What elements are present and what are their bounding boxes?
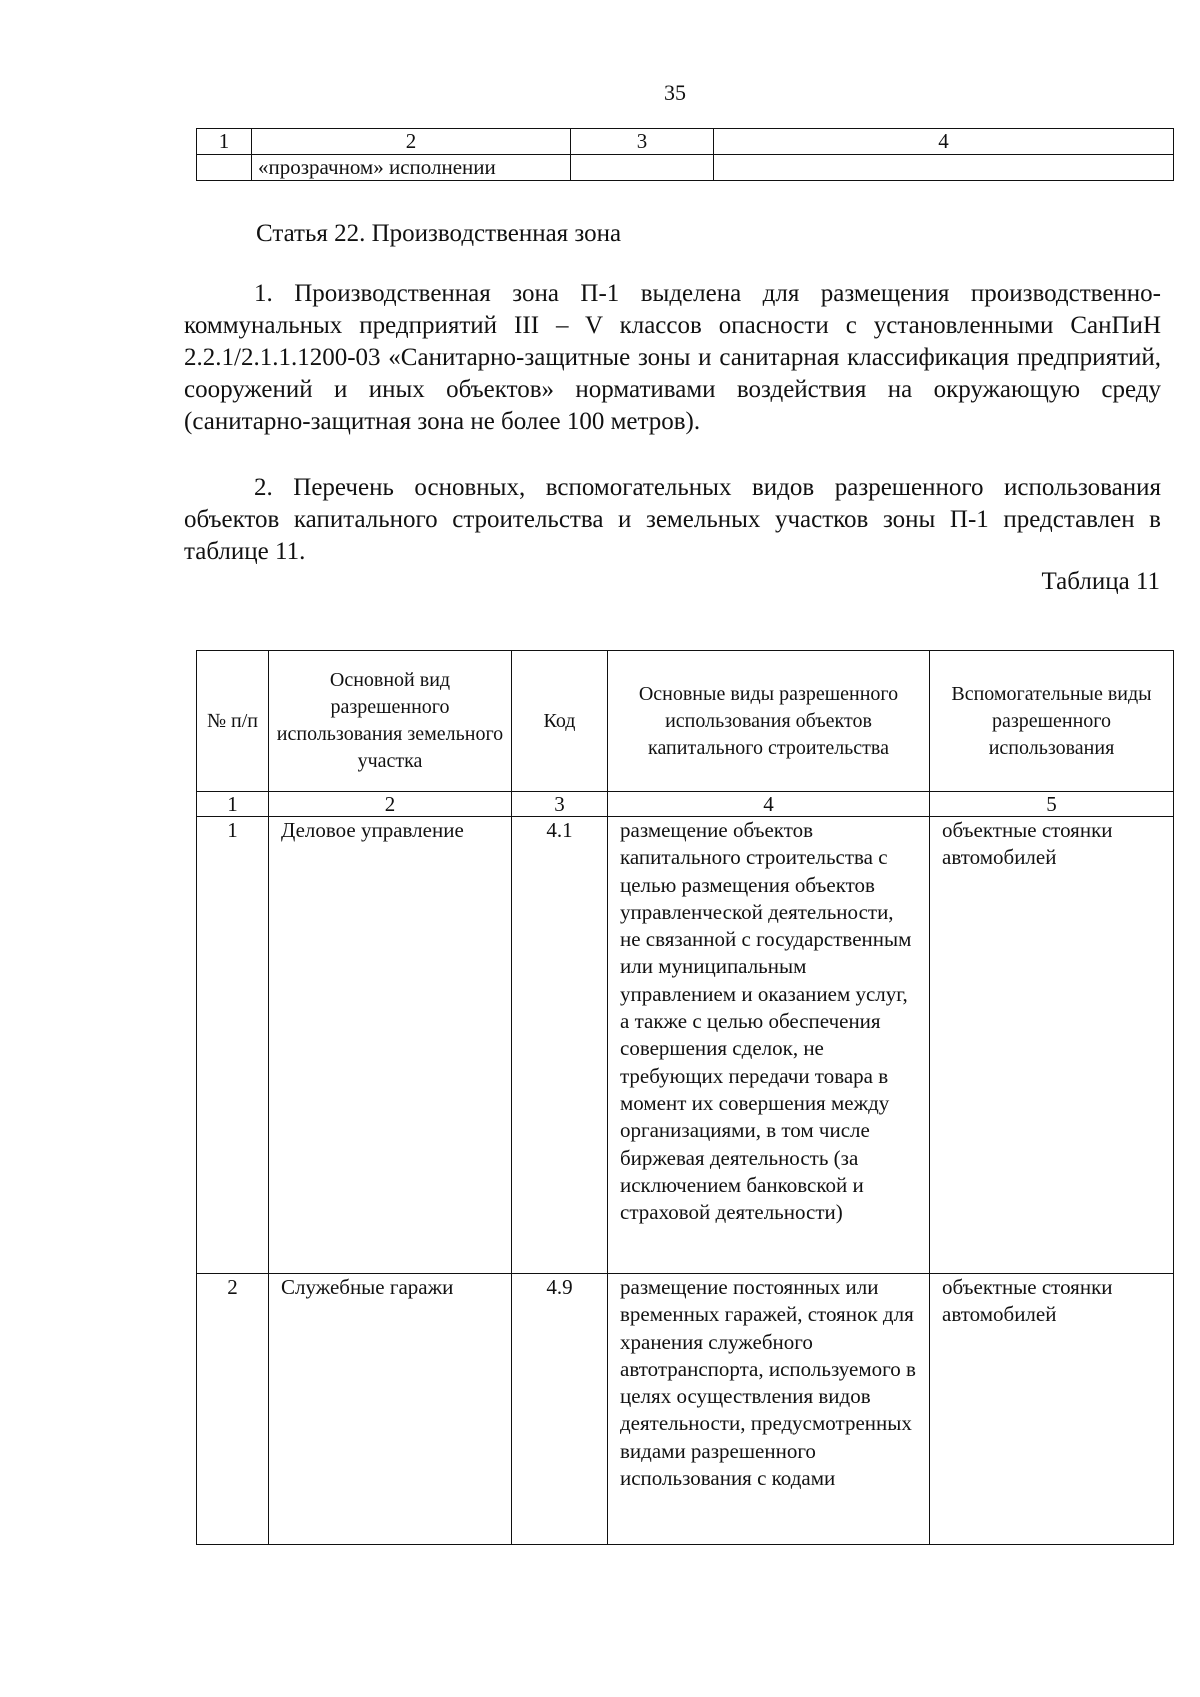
column-number-2: 2: [252, 129, 571, 155]
table-header-row: [197, 129, 1174, 155]
main-use-description: размещение объектов капитального строительства с целью размещения объектов управленческой деятельности, не связанной с государственным или муниципальным управлением и оказанием услуг, а также с целью обеспечения совершения сделок, не требующих передачи товара в момент их совершения между организациями, в том числе биржевая деятельность (за исключением банковской и страховой деятельности): [608, 817, 930, 1274]
row-number: 1: [197, 817, 269, 1274]
paragraph-1: 1. Производственная зона П-1 выделена для размещения производственно-коммунальных предприятий III – V классов опасности с установленными СанПиН 2.2.1/2.1.1.1200-03 «Санитарно-защитные зоны и санитарная классификация предприятий, сооружений и иных объектов» нормативами воздействия на окружающую среду (санитарно-защитная зона не более 100 метров).: [184, 280, 1161, 435]
table-cell: «прозрачном» исполнении: [252, 155, 571, 181]
table-row: [197, 1274, 1174, 1545]
auxiliary-use: объектные стоянки автомобилей: [930, 1274, 1174, 1545]
zoning-table: [196, 650, 1174, 1545]
header-code: Код: [512, 651, 608, 792]
column-number-1: 1: [197, 792, 269, 817]
header-auxiliary-use: Вспомогательные виды разрешенного использования: [930, 651, 1174, 792]
auxiliary-use: объектные стоянки автомобилей: [930, 817, 1174, 1274]
column-number-3: 3: [512, 792, 608, 817]
header-main-building-use: Основные виды разрешенного использования объектов капитального строительства: [608, 651, 930, 792]
continued-table: [196, 128, 1174, 181]
land-use-type: Служебные гаражи: [269, 1274, 512, 1545]
header-main-land-use: Основной вид разрешенного использования земельного участка: [269, 651, 512, 792]
column-number-row: [197, 792, 1174, 817]
column-number-4: 4: [608, 792, 930, 817]
row-number: 2: [197, 1274, 269, 1545]
column-number-2: 2: [269, 792, 512, 817]
table-header-row: [197, 651, 1174, 792]
table-cell: [571, 155, 714, 181]
use-code: 4.1: [512, 817, 608, 1274]
header-number: № п/п: [197, 651, 269, 792]
main-use-description: размещение постоянных или временных гаражей, стоянок для хранения служебного автотранспорта, используемого в целях осуществления видов деятельности, предусмотренных видами разрешенного использования с кодами: [608, 1274, 930, 1545]
column-number-1: 1: [197, 129, 252, 155]
table-cell: [197, 155, 252, 181]
land-use-type: Деловое управление: [269, 817, 512, 1274]
use-code: 4.9: [512, 1274, 608, 1545]
article-title: Статья 22. Производственная зона: [256, 220, 622, 247]
table-caption: Таблица 11: [1041, 568, 1160, 595]
column-number-4: 4: [714, 129, 1174, 155]
table-row: [197, 155, 1174, 181]
table-row: [197, 817, 1174, 1274]
table-cell: [714, 155, 1174, 181]
column-number-5: 5: [930, 792, 1174, 817]
page-number: 35: [664, 80, 686, 105]
column-number-3: 3: [571, 129, 714, 155]
paragraph-2: 2. Перечень основных, вспомогательных видов разрешенного использования объектов капитального строительства и земельных участков зоны П-1 представлен в таблице 11.: [184, 474, 1161, 565]
